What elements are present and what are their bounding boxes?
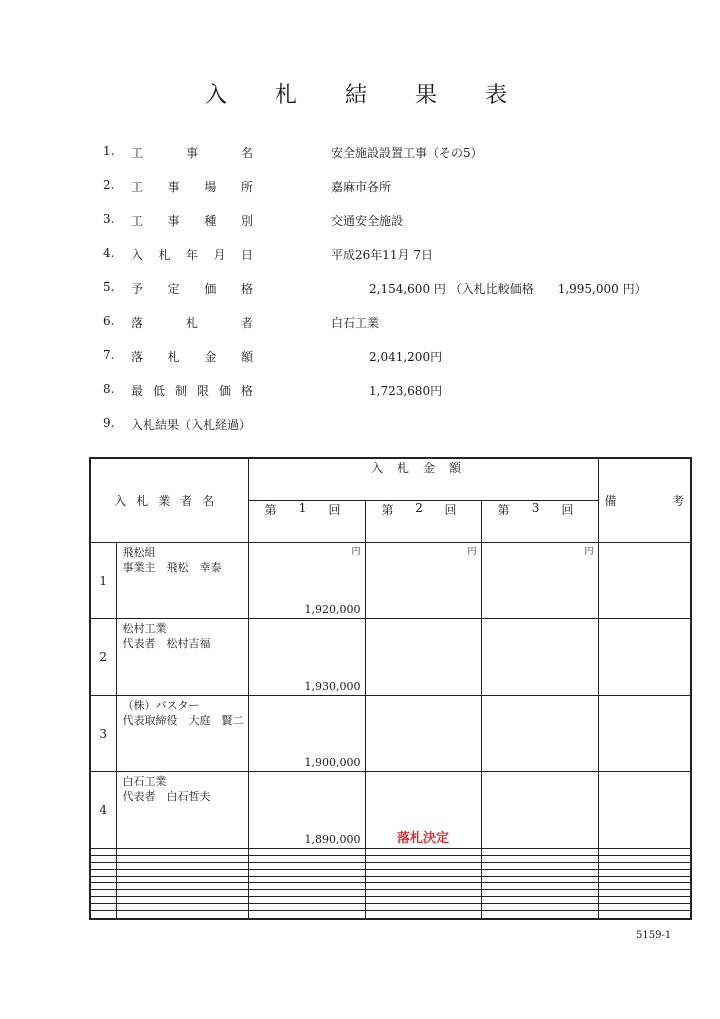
round-3-amount	[481, 911, 598, 919]
label-char: 落	[131, 316, 144, 330]
bidder-company: 松村工業	[122, 622, 167, 636]
item-value: 嘉麻市各所	[331, 180, 392, 194]
item-number: 9.	[103, 416, 115, 430]
label-char: 種	[204, 214, 217, 228]
label-char: 考	[672, 494, 685, 509]
label-char: 格	[240, 282, 253, 296]
item-number: 6.	[103, 314, 115, 328]
table-row-empty	[90, 897, 691, 904]
row-number	[90, 862, 116, 869]
table-row-empty	[90, 904, 691, 911]
bidder-name	[116, 911, 248, 919]
item-value: 2,041,200円	[369, 350, 443, 364]
label-char: 備	[604, 494, 617, 509]
table-row-empty	[90, 848, 691, 855]
item-label	[131, 280, 253, 297]
item-number: 8.	[103, 382, 115, 396]
bidder-name	[116, 772, 248, 848]
row-number: 1	[90, 543, 116, 619]
bidder-name	[116, 848, 248, 855]
remarks	[598, 848, 691, 855]
round-3-amount	[481, 862, 598, 869]
row-number	[90, 848, 116, 855]
label-char: 定	[167, 282, 180, 296]
round-suffix: 回	[444, 503, 457, 518]
row-number: 3	[90, 695, 116, 771]
row-number: 4	[90, 772, 116, 848]
label-char: 金	[204, 350, 217, 364]
table-row-empty	[90, 869, 691, 876]
label-char: 事	[185, 146, 198, 160]
item-label	[131, 382, 253, 399]
yen-unit: 円	[351, 547, 361, 558]
round-2-amount	[365, 883, 481, 890]
item-number: 3.	[103, 212, 115, 226]
amount-value: 1,930,000	[304, 679, 361, 693]
bidder-name	[116, 897, 248, 904]
label-char: 低	[152, 384, 165, 398]
label-char: 事	[167, 180, 180, 194]
page-title: 入札結果表	[204, 83, 555, 108]
bidder-representative: 代表者 松村吉福	[122, 637, 211, 651]
round-3-amount	[481, 897, 598, 904]
label-char: 日	[240, 248, 253, 262]
table-row	[90, 619, 691, 695]
label-char: 工	[131, 214, 144, 228]
header-bid-amount: 入札金額	[248, 458, 598, 501]
round-3-amount	[481, 695, 598, 771]
table-row-empty	[90, 890, 691, 897]
label-char: 価	[218, 384, 231, 398]
round-2-amount	[365, 543, 481, 619]
remarks	[598, 897, 691, 904]
round-prefix: 第	[497, 503, 510, 518]
round-1-amount	[248, 869, 365, 876]
row-number	[90, 904, 116, 911]
yen-unit: 円	[584, 547, 594, 558]
remarks	[598, 869, 691, 876]
round-3-amount	[481, 848, 598, 855]
bidder-company: 飛松組	[122, 546, 156, 560]
award-decided-label: 落札決定	[397, 830, 450, 846]
round-3-amount	[481, 855, 598, 862]
round-2-amount	[365, 890, 481, 897]
round-1-amount	[248, 848, 365, 855]
remarks	[598, 883, 691, 890]
item-value: 1,723,680円	[369, 384, 443, 398]
bidder-company: （株）バスター	[122, 698, 200, 712]
item-label	[131, 314, 253, 331]
header-bidder-name: 入札業者名	[90, 458, 248, 543]
header-round-3	[481, 501, 598, 543]
round-3-amount	[481, 890, 598, 897]
item-number: 4.	[103, 246, 115, 260]
bidder-name	[116, 876, 248, 883]
round-3-amount	[481, 619, 598, 695]
item-value: 交通安全施設	[331, 214, 404, 228]
header-remarks	[598, 458, 691, 543]
bidder-name	[116, 543, 248, 619]
round-2-amount	[365, 695, 481, 771]
round-1-amount	[248, 883, 365, 890]
label-char: 月	[213, 248, 226, 262]
row-number	[90, 869, 116, 876]
bidder-name	[116, 890, 248, 897]
item-label	[131, 144, 253, 161]
amount-value: 1,890,000	[304, 832, 361, 846]
label-char: 限	[196, 384, 209, 398]
round-number: 3	[531, 501, 540, 516]
label-char: 者	[240, 316, 253, 330]
item-value: 平成26年11月 7日	[331, 248, 433, 262]
bidder-representative: 事業主 飛松 幸泰	[122, 561, 222, 575]
round-prefix: 第	[381, 503, 394, 518]
table-row	[90, 543, 691, 619]
round-2-amount	[365, 772, 481, 848]
round-suffix: 回	[328, 503, 341, 518]
bidder-name	[116, 904, 248, 911]
row-number	[90, 855, 116, 862]
round-3-amount	[481, 883, 598, 890]
round-suffix: 回	[561, 503, 574, 518]
round-3-amount	[481, 876, 598, 883]
remarks	[598, 911, 691, 919]
label-char: 工	[131, 146, 144, 160]
round-2-amount	[365, 904, 481, 911]
row-number	[90, 911, 116, 919]
row-number	[90, 883, 116, 890]
remarks	[598, 862, 691, 869]
round-1-amount	[248, 862, 365, 869]
round-1-amount	[248, 890, 365, 897]
round-2-amount	[365, 897, 481, 904]
round-1-amount	[248, 911, 365, 919]
label-char: 価	[204, 282, 217, 296]
label-char: 別	[240, 214, 253, 228]
label-char: 札	[158, 248, 171, 262]
label-char: 札	[185, 316, 198, 330]
table-row	[90, 695, 691, 771]
bidder-representative: 代表取締役 大庭 賢二	[122, 713, 244, 727]
table-row-empty	[90, 883, 691, 890]
label-char: 最	[131, 384, 144, 398]
label-char: 額	[240, 350, 253, 364]
round-2-amount	[365, 619, 481, 695]
round-2-amount	[365, 855, 481, 862]
remarks	[598, 855, 691, 862]
item-value: 2,154,600 円 （入札比較価格 1,995,000 円）	[369, 282, 647, 296]
remarks	[598, 695, 691, 771]
item-label	[131, 246, 253, 263]
bidder-name	[116, 619, 248, 695]
round-3-amount	[481, 869, 598, 876]
item-label: 入札結果（入札経過）	[131, 418, 252, 432]
item-number: 2.	[103, 178, 115, 192]
table-row-empty	[90, 911, 691, 919]
round-1-amount	[248, 772, 365, 848]
round-2-amount	[365, 862, 481, 869]
round-2-amount	[365, 869, 481, 876]
row-number	[90, 897, 116, 904]
bidder-name	[116, 883, 248, 890]
label-char: 事	[167, 214, 180, 228]
bidder-representative: 代表者 白石哲夫	[122, 790, 211, 804]
remarks	[598, 619, 691, 695]
label-char: 格	[240, 384, 253, 398]
label-char: 落	[131, 350, 144, 364]
remarks	[598, 904, 691, 911]
round-1-amount	[248, 897, 365, 904]
label-char: 予	[131, 282, 144, 296]
round-2-amount	[365, 876, 481, 883]
label-char: 場	[204, 180, 217, 194]
bidder-name	[116, 862, 248, 869]
amount-value: 1,900,000	[304, 756, 361, 770]
round-1-amount	[248, 876, 365, 883]
header-round-1	[248, 501, 365, 543]
round-number: 1	[298, 501, 307, 516]
round-number: 2	[415, 501, 423, 516]
item-number: 1.	[103, 144, 115, 158]
item-value: 白石工業	[331, 316, 380, 330]
row-number: 2	[90, 619, 116, 695]
label-char: 札	[167, 350, 180, 364]
round-1-amount	[248, 855, 365, 862]
round-2-amount	[365, 911, 481, 919]
item-number: 7.	[103, 348, 115, 362]
item-label	[131, 348, 253, 365]
label-char: 名	[240, 146, 253, 160]
item-number: 5.	[103, 280, 115, 294]
header-round-2	[365, 501, 481, 543]
remarks	[598, 876, 691, 883]
round-prefix: 第	[264, 503, 277, 518]
label-char: 所	[240, 180, 253, 194]
header-remarks-chars	[599, 492, 691, 509]
label-char: 年	[185, 248, 198, 262]
label-char: 制	[174, 384, 187, 398]
bidder-name	[116, 869, 248, 876]
bidder-name	[116, 855, 248, 862]
remarks	[598, 543, 691, 619]
round-1-amount	[248, 695, 365, 771]
label-char: 入	[131, 248, 144, 262]
round-1-amount	[248, 619, 365, 695]
yen-unit: 円	[467, 547, 477, 558]
table-row-empty	[90, 855, 691, 862]
remarks	[598, 890, 691, 897]
round-2-amount	[365, 848, 481, 855]
bid-results-table	[89, 457, 692, 920]
round-1-amount	[248, 904, 365, 911]
table-row-empty	[90, 862, 691, 869]
table-row	[90, 772, 691, 848]
round-3-amount	[481, 904, 598, 911]
row-number	[90, 890, 116, 897]
round-3-amount	[481, 543, 598, 619]
bidder-name	[116, 695, 248, 771]
label-char: 工	[131, 180, 144, 194]
bidder-company: 白石工業	[122, 775, 167, 789]
table-row-empty	[90, 876, 691, 883]
item-label	[131, 178, 253, 195]
round-3-amount	[481, 772, 598, 848]
round-1-amount	[248, 543, 365, 619]
item-label	[131, 212, 253, 229]
item-value: 安全施設設置工事（その5）	[331, 146, 483, 160]
row-number	[90, 876, 116, 883]
remarks	[598, 772, 691, 848]
amount-value: 1,920,000	[304, 603, 361, 617]
page-number: 5159-1	[636, 930, 672, 941]
